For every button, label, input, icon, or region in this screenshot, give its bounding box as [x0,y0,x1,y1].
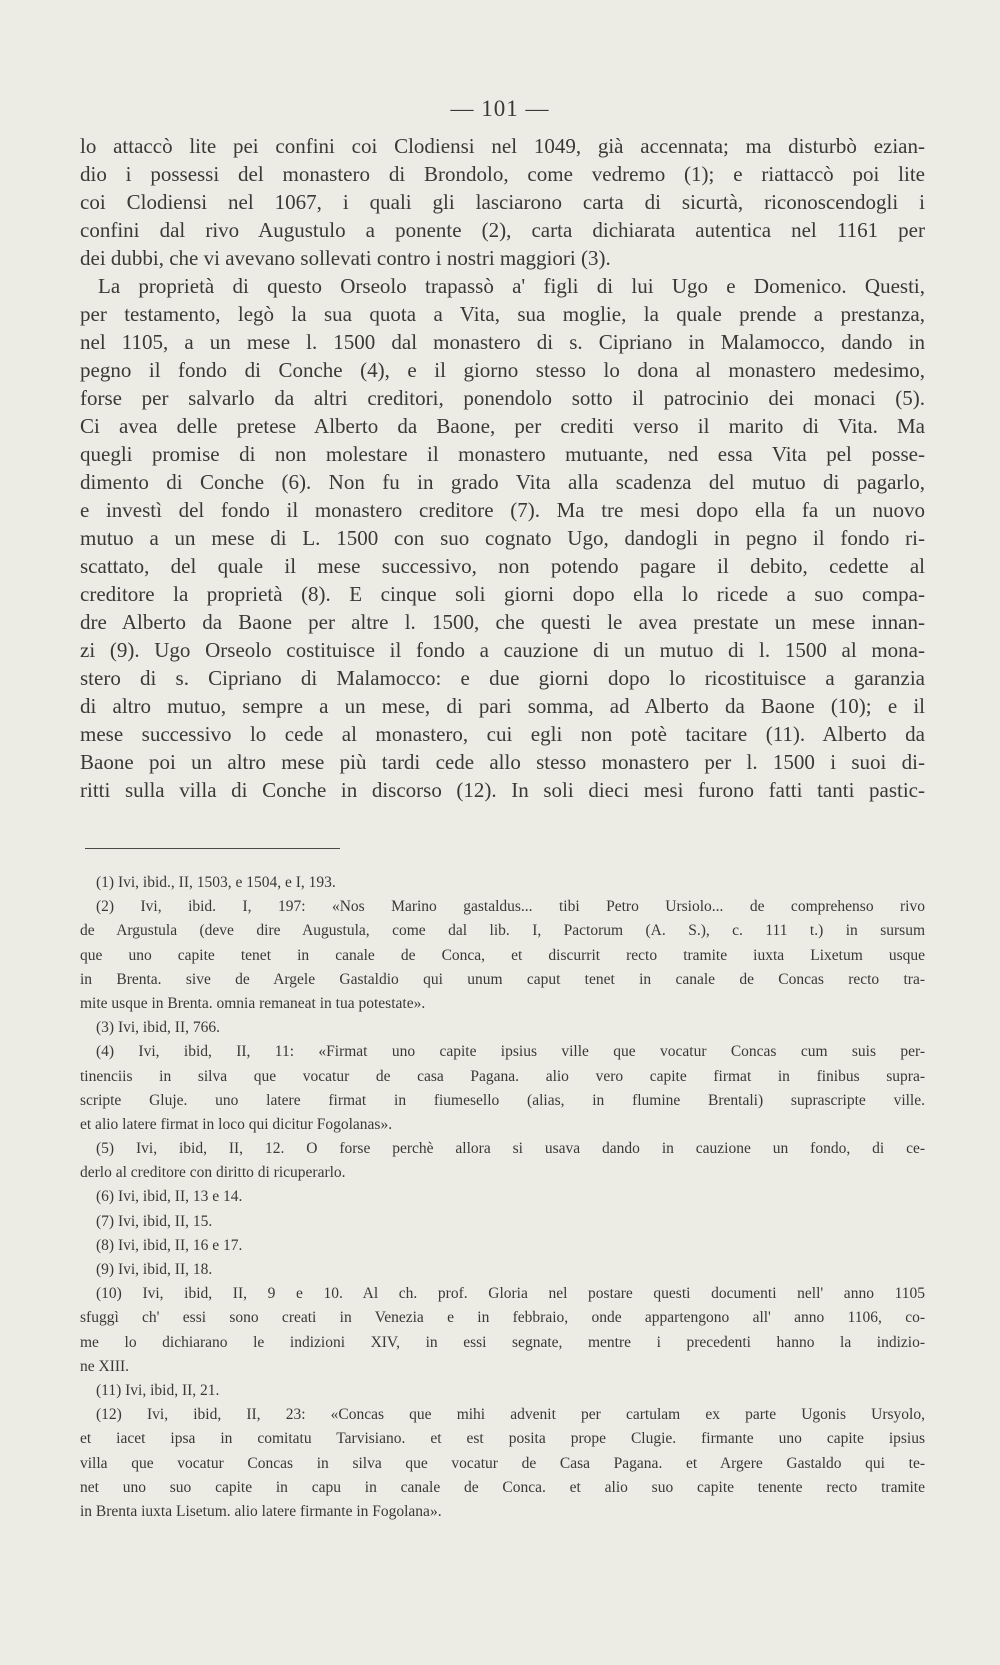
text-line: quegli promise di non molestare il monastero mutuante, ned essa Vita pel posse- [80,442,925,466]
text-line: scattato, del quale il mese successivo, non potendo pagare il debito, cedette al [80,554,925,578]
text-line: dimento di Conche (6). Non fu in grado Vita alla scadenza del mutuo di pagarlo, [80,470,925,494]
footnote-line: (6) Ivi, ibid, II, 13 e 14. [96,1188,243,1206]
text-line: Baone poi un altro mese più tardi cede allo stesso monastero per l. 1500 i suoi di- [80,750,925,774]
footnote-line: villa que vocatur Concas in silva que vocatur de Casa Pagana. et Argere Gastaldo qui te- [80,1454,925,1472]
footnote-line: (3) Ivi, ibid, II, 766. [96,1019,220,1037]
text-line: dre Alberto da Baone per altre l. 1500, che questi le avea prestate un mese innan- [80,610,925,634]
footnote-line: in Brenta. sive de Argele Gastaldio qui unum caput tenet in canale de Concas recto tra- [80,970,925,988]
footnote-line: scripte Gluje. uno latere firmat in fiumesello (alias, in flumine Brentali) suprascripte ville. [80,1091,925,1109]
text-line: di altro mutuo, sempre a un mese, di pari somma, ad Alberto da Baone (10); e il [80,694,925,718]
footnote-line: sfuggì ch' essi sono creati in Venezia e in febbraio, onde appartengono all' anno 1106, co- [80,1309,925,1327]
footnote-line: net uno suo capite in capu in canale de Conca. et alio suo capite tenente recto tramite [80,1478,925,1496]
footnote-line: (9) Ivi, ibid, II, 18. [96,1261,213,1278]
text-line: ritti sulla villa di Conche in discorso (12). In soli dieci mesi furono fatti tanti pastic- [80,778,925,802]
footnote-line: in Brenta iuxta Lisetum. alio latere firmante in Fogolana». [80,1502,442,1520]
text-line: forse per salvarlo da altri creditori, ponendolo sotto il patrocinio dei monaci (5). [80,386,925,410]
footnote-line: et iacet ipsa in comitatu Tarvisiano. et est posita prope Clugie. firmante uno capite ipsius [80,1430,925,1448]
footnote-line: ne XIII. [80,1357,130,1375]
text-line: coi Clodiensi nel 1067, i quali gli lasciarono carta di sicurtà, riconoscendogli i [80,190,925,214]
footnote-divider [85,848,340,849]
footnote-line: (8) Ivi, ibid, II, 16 e 17. [96,1236,243,1254]
text-line: confini dal rivo Augustulo a ponente (2), carta dichiarata autentica nel 1161 per [80,218,925,242]
text-line: mutuo a un mese di L. 1500 con suo cognato Ugo, dandogli in pegno il fondo ri- [80,526,925,550]
text-line: Ci avea delle pretese Alberto da Baone, per crediti verso il marito di Vita. Ma [80,414,925,438]
footnotes [80,871,925,1524]
text-line: stero di s. Cipriano di Malamocco: e due giorni dopo lo ricostituisce a garanzia [80,666,925,690]
text-line: pegno il fondo di Conche (4), e il giorno stesso lo dona al monastero medesimo, [80,358,925,382]
footnote-line: que uno capite tenet in canale de Conca, et discurrit recto tramite iuxta Lixetum usque [80,946,925,964]
footnote-line: (2) Ivi, ibid. I, 197: «Nos Marino gastaldus... tibi Petro Ursiolo... de comprehenso rivo [96,898,925,916]
footnote-line: (12) Ivi, ibid, II, 23: «Concas que mihi advenit per cartulam ex parte Ugonis Ursyolo, [96,1406,925,1424]
footnote-line: (4) Ivi, ibid, II, 11: «Firmat uno capite ipsius ville que vocatur Concas cum suis per- [96,1043,925,1061]
footnote-line: et alio latere firmat in loco qui dicitur Fogolanas». [80,1115,393,1133]
page-number: — 101 — [450,96,550,121]
text-line: per testamento, legò la sua quota a Vita, sua moglie, la quale prende a prestanza, [80,302,925,326]
text-line: lo attaccò lite pei confini coi Clodiensi nel 1049, già accennata; ma disturbò ezian- [80,134,925,158]
footnote-line: derlo al creditore con diritto di ricuperarlo. [80,1164,346,1182]
main-text [80,132,925,804]
text-line: creditore la proprietà (8). E cinque soli giorni dopo ella lo ricede a suo compa- [80,582,925,606]
text-line: La proprietà di questo Orseolo trapassò a' figli di lui Ugo e Domenico. Questi, [98,274,925,298]
footnote-line: (7) Ivi, ibid, II, 15. [96,1212,213,1230]
text-line: dei dubbi, che vi avevano sollevati contro i nostri maggiori (3). [80,246,611,270]
footnote-line: (1) Ivi, ibid., II, 1503, e 1504, e I, 193. [96,874,336,891]
text-line: zi (9). Ugo Orseolo costituisce il fondo a cauzione di un mutuo di l. 1500 al mona- [80,638,925,662]
text-line: mese successivo lo cede al monastero, cui egli non potè tacitare (11). Alberto da [80,722,925,746]
text-line: e investì del fondo il monastero creditore (7). Ma tre mesi dopo ella fa un nuovo [80,498,925,522]
footnote-line: mite usque in Brenta. omnia remaneat in tua potestate». [80,994,426,1012]
footnote-line: (11) Ivi, ibid, II, 21. [96,1381,220,1399]
footnote-line: (5) Ivi, ibid, II, 12. O forse perchè allora si usava dando in cauzione un fondo, di ce- [96,1140,925,1158]
text-line: nel 1105, a un mese l. 1500 dal monastero di s. Cipriano in Malamocco, dando in [80,330,925,354]
footnote-line: de Argustula (deve dire Augustula, come dal lib. I, Pactorum (A. S.), c. 111 t.) in sursum [80,922,925,940]
footnote-line: me lo dichiarano le indizioni XIV, in essi segnate, mentre i precedenti hanno la indizio- [80,1333,925,1351]
footnote-line: tinenciis in silva que vocatur de casa Pagana. alio vero capite firmat in finibus supra- [80,1067,925,1085]
footnote-line: (10) Ivi, ibid, II, 9 e 10. Al ch. prof. Gloria nel postare questi documenti nell' anno 1105 [96,1285,925,1303]
text-line: dio i possessi del monastero di Brondolo, come vedremo (1); e riattaccò poi lite [80,162,925,186]
